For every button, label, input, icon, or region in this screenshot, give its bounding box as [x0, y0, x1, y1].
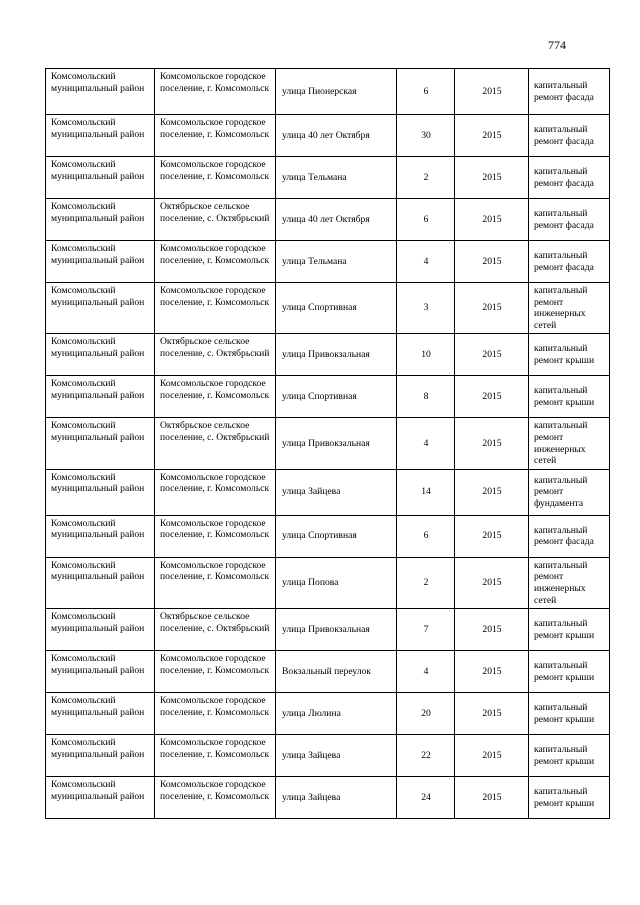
district-cell: Комсомольский муниципальный район [46, 609, 155, 651]
street-cell: улица Тельмана [276, 157, 397, 199]
table-row [46, 334, 610, 376]
work-type-cell: капитальный ремонт крыши [529, 334, 610, 376]
district-cell: Комсомольский муниципальный район [46, 469, 155, 515]
street-cell: Вокзальный переулок [276, 651, 397, 693]
year-cell: 2015 [455, 199, 529, 241]
house-number-cell: 20 [397, 693, 455, 735]
work-type-cell: капитальный ремонт фасада [529, 241, 610, 283]
settlement-cell: Комсомольское городское поселение, г. Комсомольск [155, 693, 276, 735]
repair-schedule-body [46, 69, 610, 819]
table-row [46, 115, 610, 157]
street-cell: улица Люлина [276, 693, 397, 735]
house-number-cell: 3 [397, 283, 455, 334]
settlement-cell: Комсомольское городское поселение, г. Комсомольск [155, 469, 276, 515]
settlement-cell: Октябрьское сельское поселение, с. Октябрьский [155, 334, 276, 376]
house-number-cell: 14 [397, 469, 455, 515]
house-number-cell: 10 [397, 334, 455, 376]
year-cell: 2015 [455, 609, 529, 651]
work-type-cell: капитальный ремонт крыши [529, 735, 610, 777]
table-row [46, 241, 610, 283]
work-type-cell: капитальный ремонт крыши [529, 651, 610, 693]
table-row [46, 469, 610, 515]
district-cell: Комсомольский муниципальный район [46, 777, 155, 819]
work-type-cell: капитальный ремонт фундамента [529, 469, 610, 515]
year-cell: 2015 [455, 735, 529, 777]
year-cell: 2015 [455, 334, 529, 376]
district-cell: Комсомольский муниципальный район [46, 557, 155, 608]
work-type-cell: капитальный ремонт крыши [529, 609, 610, 651]
district-cell: Комсомольский муниципальный район [46, 115, 155, 157]
settlement-cell: Комсомольское городское поселение, г. Комсомольск [155, 651, 276, 693]
district-cell: Комсомольский муниципальный район [46, 241, 155, 283]
table-row [46, 157, 610, 199]
settlement-cell: Комсомольское городское поселение, г. Комсомольск [155, 283, 276, 334]
street-cell: улица Зайцева [276, 469, 397, 515]
table-row [46, 418, 610, 469]
district-cell: Комсомольский муниципальный район [46, 651, 155, 693]
work-type-cell: капитальный ремонт фасада [529, 115, 610, 157]
table-row [46, 777, 610, 819]
street-cell: улица Привокзальная [276, 609, 397, 651]
district-cell: Комсомольский муниципальный район [46, 376, 155, 418]
table-row [46, 735, 610, 777]
street-cell: улица Привокзальная [276, 418, 397, 469]
house-number-cell: 8 [397, 376, 455, 418]
settlement-cell: Комсомольское городское поселение, г. Комсомольск [155, 69, 276, 115]
work-type-cell: капитальный ремонт крыши [529, 693, 610, 735]
street-cell: улица Спортивная [276, 515, 397, 557]
table-row [46, 557, 610, 608]
district-cell: Комсомольский муниципальный район [46, 515, 155, 557]
house-number-cell: 30 [397, 115, 455, 157]
street-cell: улица Привокзальная [276, 334, 397, 376]
district-cell: Комсомольский муниципальный район [46, 418, 155, 469]
settlement-cell: Комсомольское городское поселение, г. Комсомольск [155, 241, 276, 283]
house-number-cell: 6 [397, 515, 455, 557]
district-cell: Комсомольский муниципальный район [46, 693, 155, 735]
table-row [46, 376, 610, 418]
year-cell: 2015 [455, 376, 529, 418]
year-cell: 2015 [455, 69, 529, 115]
house-number-cell: 2 [397, 557, 455, 608]
table-row [46, 69, 610, 115]
settlement-cell: Комсомольское городское поселение, г. Комсомольск [155, 557, 276, 608]
year-cell: 2015 [455, 693, 529, 735]
street-cell: улица 40 лет Октября [276, 199, 397, 241]
year-cell: 2015 [455, 241, 529, 283]
year-cell: 2015 [455, 418, 529, 469]
street-cell: улица 40 лет Октября [276, 115, 397, 157]
district-cell: Комсомольский муниципальный район [46, 283, 155, 334]
street-cell: улица Спортивная [276, 283, 397, 334]
district-cell: Комсомольский муниципальный район [46, 334, 155, 376]
page-number: 774 [548, 38, 566, 52]
work-type-cell: капитальный ремонт фасада [529, 515, 610, 557]
work-type-cell: капитальный ремонт фасада [529, 199, 610, 241]
district-cell: Комсомольский муниципальный район [46, 199, 155, 241]
table-row [46, 515, 610, 557]
house-number-cell: 24 [397, 777, 455, 819]
year-cell: 2015 [455, 777, 529, 819]
work-type-cell: капитальный ремонт крыши [529, 376, 610, 418]
house-number-cell: 2 [397, 157, 455, 199]
district-cell: Комсомольский муниципальный район [46, 69, 155, 115]
year-cell: 2015 [455, 515, 529, 557]
year-cell: 2015 [455, 115, 529, 157]
house-number-cell: 6 [397, 199, 455, 241]
work-type-cell: капитальный ремонт крыши [529, 777, 610, 819]
settlement-cell: Комсомольское городское поселение, г. Комсомольск [155, 157, 276, 199]
work-type-cell: капитальный ремонт фасада [529, 157, 610, 199]
street-cell: улица Попова [276, 557, 397, 608]
table-row [46, 199, 610, 241]
work-type-cell: капитальный ремонт инженерных сетей [529, 557, 610, 608]
district-cell: Комсомольский муниципальный район [46, 157, 155, 199]
work-type-cell: капитальный ремонт инженерных сетей [529, 283, 610, 334]
table-row [46, 693, 610, 735]
house-number-cell: 4 [397, 418, 455, 469]
house-number-cell: 6 [397, 69, 455, 115]
street-cell: улица Спортивная [276, 376, 397, 418]
street-cell: улица Зайцева [276, 735, 397, 777]
year-cell: 2015 [455, 469, 529, 515]
settlement-cell: Октябрьское сельское поселение, с. Октябрьский [155, 609, 276, 651]
house-number-cell: 4 [397, 241, 455, 283]
year-cell: 2015 [455, 157, 529, 199]
settlement-cell: Комсомольское городское поселение, г. Комсомольск [155, 735, 276, 777]
table-row [46, 283, 610, 334]
settlement-cell: Октябрьское сельское поселение, с. Октябрьский [155, 199, 276, 241]
street-cell: улица Зайцева [276, 777, 397, 819]
year-cell: 2015 [455, 557, 529, 608]
work-type-cell: капитальный ремонт фасада [529, 69, 610, 115]
table-row [46, 651, 610, 693]
year-cell: 2015 [455, 283, 529, 334]
settlement-cell: Комсомольское городское поселение, г. Комсомольск [155, 115, 276, 157]
house-number-cell: 7 [397, 609, 455, 651]
settlement-cell: Комсомольское городское поселение, г. Комсомольск [155, 376, 276, 418]
settlement-cell: Комсомольское городское поселение, г. Комсомольск [155, 515, 276, 557]
year-cell: 2015 [455, 651, 529, 693]
work-type-cell: капитальный ремонт инженерных сетей [529, 418, 610, 469]
settlement-cell: Октябрьское сельское поселение, с. Октябрьский [155, 418, 276, 469]
settlement-cell: Комсомольское городское поселение, г. Комсомольск [155, 777, 276, 819]
street-cell: улица Тельмана [276, 241, 397, 283]
house-number-cell: 4 [397, 651, 455, 693]
house-number-cell: 22 [397, 735, 455, 777]
district-cell: Комсомольский муниципальный район [46, 735, 155, 777]
repair-schedule-table [45, 68, 610, 819]
table-row [46, 609, 610, 651]
street-cell: улица Пионерская [276, 69, 397, 115]
